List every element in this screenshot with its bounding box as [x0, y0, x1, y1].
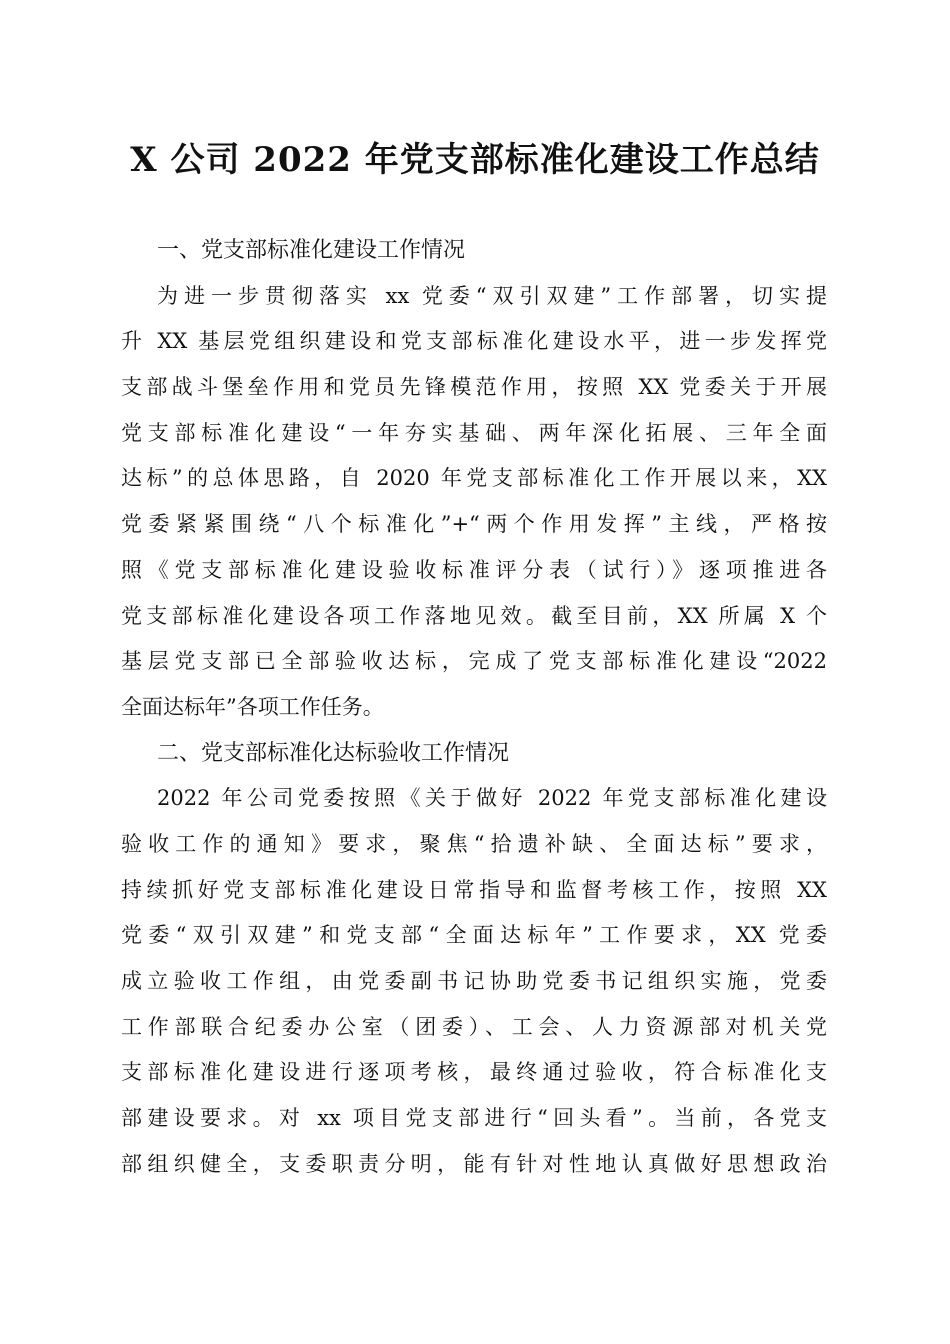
- paragraph-line: 部建设要求。对 xx 项目党支部进行“回头看”。当前，各党支: [121, 1106, 827, 1131]
- paragraph-line: 党委紧紧围绕“八个标准化”+“两个作用发挥”主线，严格按: [121, 512, 827, 537]
- paragraph-line: 支部战斗堡垒作用和党员先锋模范作用，按照 XX 党委关于开展: [121, 375, 827, 400]
- paragraph-line: 党委“双引双建”和党支部“全面达标年”工作要求，XX 党委: [121, 923, 827, 948]
- document-title: X 公司 2022 年党支部标准化建设工作总结: [130, 140, 820, 180]
- section-2-paragraph: [121, 776, 827, 1187]
- paragraph-line: 部组织健全，支委职责分明，能有针对性地认真做好思想政治: [121, 1151, 827, 1176]
- paragraph-line: 党支部标准化建设各项工作落地见效。截至目前，XX 所属 X 个: [121, 603, 827, 628]
- paragraph-line: 2022 年公司党委按照《关于做好 2022 年党支部标准化建设: [157, 786, 827, 811]
- paragraph-line: 验收工作的通知》要求，聚焦“拾遗补缺、全面达标”要求，: [121, 831, 827, 856]
- section-heading-1: 一、党支部标准化建设工作情况: [157, 238, 466, 263]
- paragraph-line: 工作部联合纪委办公室（团委）、工会、人力资源部对机关党: [121, 1014, 827, 1039]
- document-body: [121, 228, 827, 1187]
- paragraph-line: 升 XX 基层党组织建设和党支部标准化建设水平，进一步发挥党: [121, 329, 827, 354]
- paragraph-line: 全面达标年”各项工作任务。: [121, 694, 384, 719]
- paragraph-line: 党支部标准化建设“一年夯实基础、两年深化拓展、三年全面: [121, 420, 827, 445]
- paragraph-line: 成立验收工作组，由党委副书记协助党委书记组织实施，党委: [121, 969, 827, 993]
- paragraph-line: 基层党支部已全部验收达标，完成了党支部标准化建设“2022: [121, 649, 827, 674]
- paragraph-line: 照《党支部标准化建设验收标准评分表（试行）》逐项推进各: [121, 557, 827, 582]
- section-heading-2: 二、党支部标准化达标验收工作情况: [157, 740, 510, 766]
- paragraph-line: 达标”的总体思路，自 2020 年党支部标准化工作开展以来，XX: [121, 466, 827, 491]
- paragraph-line: 持续抓好党支部标准化建设日常指导和监督考核工作，按照 XX: [121, 877, 827, 902]
- paragraph-line: 支部标准化建设进行逐项考核，最终通过验收，符合标准化支: [121, 1060, 827, 1085]
- section-1-paragraph: [121, 274, 827, 731]
- paragraph-line: 为进一步贯彻落实 xx 党委“双引双建”工作部署，切实提: [157, 283, 827, 308]
